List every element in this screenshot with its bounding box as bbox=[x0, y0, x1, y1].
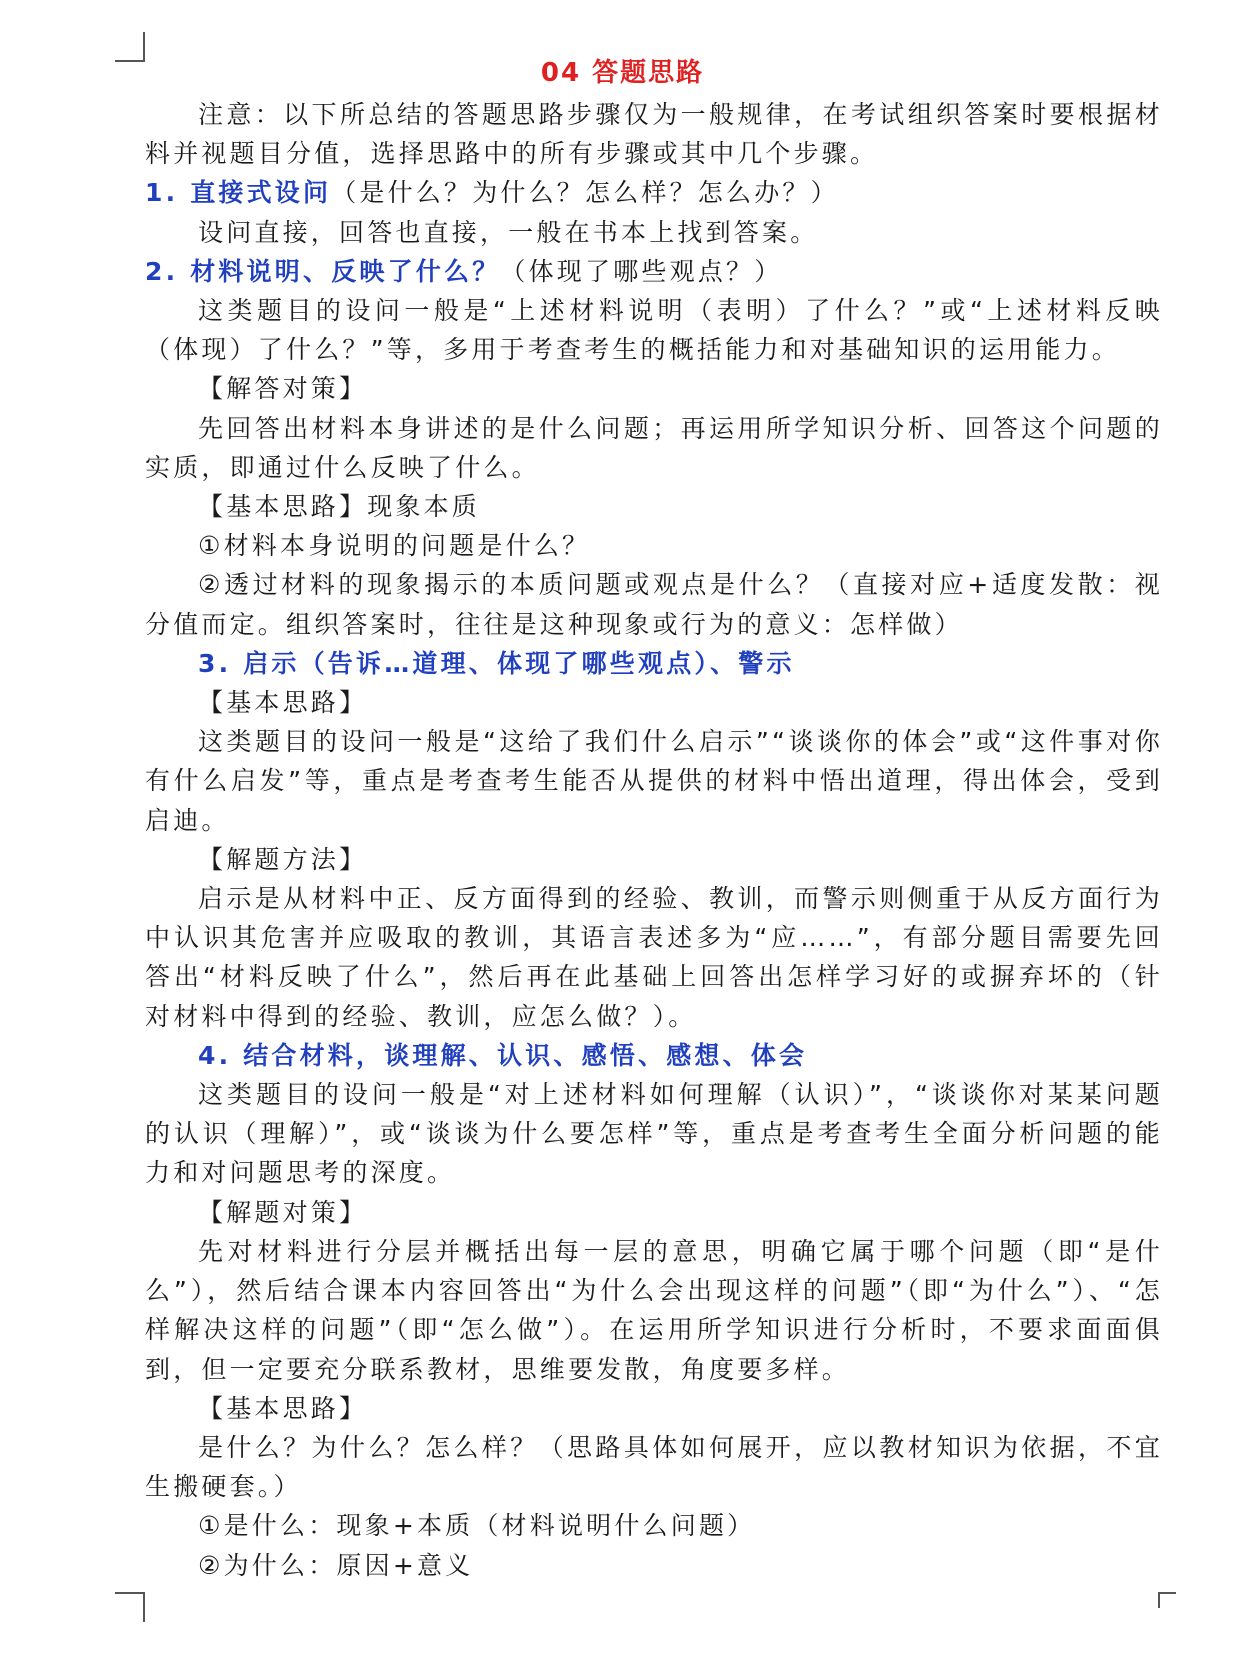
section-2-idea-2: ②透过材料的现象揭示的本质问题或观点是什么？（直接对应+适度发散：视分值而定。组织答案时，往往是这种现象或行为的意义：怎样做） bbox=[145, 570, 1163, 639]
section-4-strategy-label: 【解题对策】 bbox=[198, 1197, 368, 1227]
crop-mark-bottom-right bbox=[1158, 1592, 1176, 1608]
section-1-text: 设问直接，回答也直接，一般在书本上找到答案。 bbox=[198, 217, 819, 247]
section-3-heading: 3. 启示（告诉…道理、体现了哪些观点）、警示 bbox=[198, 648, 795, 678]
section-4-heading: 4. 结合材料，谈理解、认识、感悟、感想、体会 bbox=[198, 1040, 808, 1070]
section-4-strategy: 先对材料进行分层并概括出每一层的意思，明确它属于哪个问题（即“是什么”），然后结合课本内容回答出“为什么会出现这样的问题”（即“为什么”）、“怎样解决这样的问题”（即“怎么做”）。在运用所学知识进行分析时，不要求面面俱到，但一定要充分联系教材，思维要发散，角度要多样。 bbox=[145, 1236, 1163, 1384]
section-2-strategy: 先回答出材料本身讲述的是什么问题；再运用所学知识分析、回答这个问题的实质，即通过什么反映了什么。 bbox=[145, 413, 1163, 482]
section-2-heading-note: （体现了哪些观点？） bbox=[500, 256, 783, 286]
page-title: 04 答题思路 bbox=[540, 58, 705, 88]
section-3-method: 启示是从材料中正、反方面得到的经验、教训，而警示则侧重于从反方面行为中认识其危害并应吸取的教训，其语言表述多为“应……”，有部分题目需要先回答出“材料反映了什么”，然后再在此基础上回答出怎样学习好的或摒弃坏的（针对材料中得到的经验、教训，应怎么做？）。 bbox=[145, 884, 1163, 1031]
crop-mark-bottom-left bbox=[115, 1592, 145, 1622]
section-2-text: 这类题目的设问一般是“上述材料说明（表明）了什么？”或“上述材料反映（体现）了什么？”等，多用于考查考生的概括能力和对基础知识的运用能力。 bbox=[145, 296, 1163, 365]
section-4-idea-label: 【基本思路】 bbox=[198, 1393, 368, 1423]
section-2-heading-line bbox=[145, 252, 1163, 291]
section-4-idea: 是什么？为什么？怎么样？（思路具体如何展开，应以教材知识为依据，不宜生搬硬套。） bbox=[145, 1432, 1163, 1502]
document-body bbox=[145, 95, 1163, 1585]
section-3-idea-label: 【基本思路】 bbox=[198, 688, 368, 718]
section-1-heading-note: （是什么？为什么？怎么样？怎么办？） bbox=[331, 178, 839, 208]
note-paragraph: 注意：以下所总结的答题思路步骤仅为一般规律，在考试组织答案时要根据材料并视题目分值，选择思路中的所有步骤或其中几个步骤。 bbox=[145, 100, 1163, 169]
section-4-idea-1: ①是什么：现象+本质（材料说明什么问题） bbox=[198, 1511, 756, 1541]
section-3-text: 这类题目的设问一般是“这给了我们什么启示”“谈谈你的体会”或“这件事对你有什么启发”等，重点是考查考生能否从提供的材料中悟出道理，得出体会，受到启迪。 bbox=[145, 727, 1163, 835]
section-4-text: 这类题目的设问一般是“对上述材料如何理解（认识）”，“谈谈你对某某问题的认识（理解）”，或“谈谈为什么要怎样”等，重点是考查考生全面分析问题的能力和对问题思考的深度。 bbox=[145, 1080, 1163, 1188]
section-2-strategy-label: 【解答对策】 bbox=[198, 374, 368, 404]
section-3-method-label: 【解题方法】 bbox=[198, 844, 368, 874]
section-2-idea-1: ①材料本身说明的问题是什么？ bbox=[198, 531, 591, 561]
section-2-heading: 2. 材料说明、反映了什么？ bbox=[145, 256, 501, 286]
section-4-idea-2: ②为什么：原因+意义 bbox=[198, 1550, 474, 1580]
section-1-heading-line bbox=[145, 173, 1163, 212]
section-2-idea-label: 【基本思路】现象本质 bbox=[198, 492, 481, 522]
section-1-heading: 1. 直接式设问 bbox=[145, 178, 332, 208]
